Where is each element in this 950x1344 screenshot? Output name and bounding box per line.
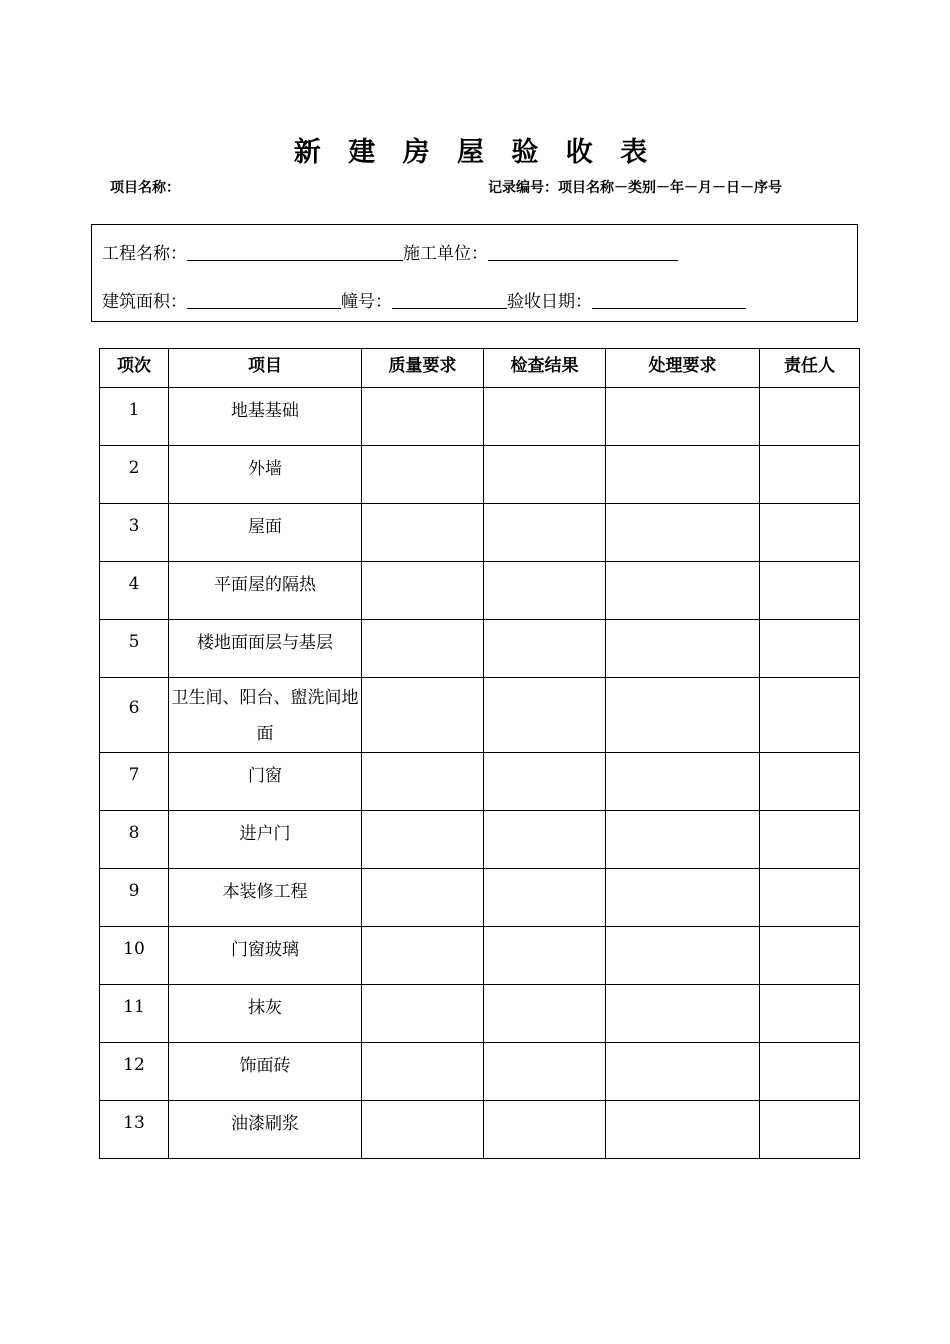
table-row	[100, 1043, 860, 1101]
info-line-2	[102, 287, 746, 312]
inspection-table	[99, 348, 860, 1159]
responsible-person-cell[interactable]	[760, 753, 860, 811]
header-item-no: 项次	[100, 349, 169, 388]
header-item: 项目	[169, 349, 362, 388]
row-number: 1	[100, 388, 169, 446]
table-row	[100, 811, 860, 869]
inspection-result-cell[interactable]	[484, 446, 606, 504]
responsible-person-cell[interactable]	[760, 620, 860, 678]
inspection-result-cell[interactable]	[484, 869, 606, 927]
inspection-result-cell[interactable]	[484, 620, 606, 678]
row-item: 饰面砖	[169, 1043, 362, 1101]
table-row	[100, 869, 860, 927]
row-item: 屋面	[169, 504, 362, 562]
inspection-result-cell[interactable]	[484, 753, 606, 811]
handling-requirement-cell[interactable]	[606, 1043, 760, 1101]
row-number: 2	[100, 446, 169, 504]
table-row	[100, 620, 860, 678]
row-item: 进户门	[169, 811, 362, 869]
row-number: 13	[100, 1101, 169, 1159]
row-item: 抹灰	[169, 985, 362, 1043]
handling-requirement-cell[interactable]	[606, 811, 760, 869]
table-row	[100, 927, 860, 985]
row-number: 7	[100, 753, 169, 811]
row-item: 本装修工程	[169, 869, 362, 927]
table-row	[100, 504, 860, 562]
handling-requirement-cell[interactable]	[606, 678, 760, 753]
responsible-person-cell[interactable]	[760, 504, 860, 562]
responsible-person-cell[interactable]	[760, 869, 860, 927]
handling-requirement-cell[interactable]	[606, 753, 760, 811]
quality-requirement-cell[interactable]	[362, 388, 484, 446]
table-row	[100, 388, 860, 446]
inspection-result-cell[interactable]	[484, 504, 606, 562]
quality-requirement-cell[interactable]	[362, 678, 484, 753]
page-title: 新 建 房 屋 验 收 表	[293, 137, 657, 168]
table-row	[100, 446, 860, 504]
header-responsible-person: 责任人	[760, 349, 860, 388]
acceptance-date-field-label: 验收日期：	[507, 292, 592, 312]
handling-requirement-cell[interactable]	[606, 562, 760, 620]
table-row	[100, 562, 860, 620]
row-item: 油漆刷浆	[169, 1101, 362, 1159]
responsible-person-cell[interactable]	[760, 1101, 860, 1159]
info-line-1	[102, 239, 678, 264]
contractor-field-label: 施工单位：	[403, 244, 488, 264]
header-handling-requirement: 处理要求	[606, 349, 760, 388]
quality-requirement-cell[interactable]	[362, 985, 484, 1043]
inspection-result-cell[interactable]	[484, 927, 606, 985]
row-number: 10	[100, 927, 169, 985]
handling-requirement-cell[interactable]	[606, 927, 760, 985]
quality-requirement-cell[interactable]	[362, 1043, 484, 1101]
row-item: 卫生间、阳台、盥洗间地面	[169, 678, 362, 753]
row-item: 地基基础	[169, 388, 362, 446]
quality-requirement-cell[interactable]	[362, 811, 484, 869]
responsible-person-cell[interactable]	[760, 927, 860, 985]
row-number: 9	[100, 869, 169, 927]
inspection-result-cell[interactable]	[484, 678, 606, 753]
quality-requirement-cell[interactable]	[362, 753, 484, 811]
contractor-blank[interactable]	[488, 242, 678, 261]
building-number-blank[interactable]	[392, 290, 507, 309]
row-number: 12	[100, 1043, 169, 1101]
handling-requirement-cell[interactable]	[606, 504, 760, 562]
row-number: 11	[100, 985, 169, 1043]
quality-requirement-cell[interactable]	[362, 869, 484, 927]
header-quality-requirement: 质量要求	[362, 349, 484, 388]
table-row	[100, 985, 860, 1043]
handling-requirement-cell[interactable]	[606, 620, 760, 678]
project-name-label: 项目名称：	[110, 180, 180, 196]
quality-requirement-cell[interactable]	[362, 1101, 484, 1159]
building-area-field-label: 建筑面积：	[102, 292, 187, 312]
row-item: 外墙	[169, 446, 362, 504]
project-info-box	[91, 224, 858, 322]
responsible-person-cell[interactable]	[760, 678, 860, 753]
responsible-person-cell[interactable]	[760, 1043, 860, 1101]
acceptance-date-blank[interactable]	[592, 290, 746, 309]
inspection-result-cell[interactable]	[484, 811, 606, 869]
row-item: 门窗	[169, 753, 362, 811]
header-inspection-result: 检查结果	[484, 349, 606, 388]
table-row	[100, 753, 860, 811]
inspection-result-cell[interactable]	[484, 1101, 606, 1159]
handling-requirement-cell[interactable]	[606, 985, 760, 1043]
table-header-row	[100, 349, 860, 388]
responsible-person-cell[interactable]	[760, 811, 860, 869]
building-number-field-label: 幢号：	[341, 292, 392, 312]
quality-requirement-cell[interactable]	[362, 446, 484, 504]
row-number: 5	[100, 620, 169, 678]
handling-requirement-cell[interactable]	[606, 1101, 760, 1159]
inspection-result-cell[interactable]	[484, 1043, 606, 1101]
responsible-person-cell[interactable]	[760, 388, 860, 446]
handling-requirement-cell[interactable]	[606, 869, 760, 927]
inspection-result-cell[interactable]	[484, 562, 606, 620]
row-number: 3	[100, 504, 169, 562]
responsible-person-cell[interactable]	[760, 446, 860, 504]
record-number-label: 记录编号：项目名称－类别－年－月－日－序号	[488, 180, 782, 196]
row-item: 门窗玻璃	[169, 927, 362, 985]
responsible-person-cell[interactable]	[760, 985, 860, 1043]
handling-requirement-cell[interactable]	[606, 388, 760, 446]
row-item: 楼地面面层与基层	[169, 620, 362, 678]
table-row	[100, 1101, 860, 1159]
row-item: 平面屋的隔热	[169, 562, 362, 620]
project-name-blank[interactable]	[187, 242, 403, 261]
row-number: 4	[100, 562, 169, 620]
quality-requirement-cell[interactable]	[362, 927, 484, 985]
inspection-result-cell[interactable]	[484, 985, 606, 1043]
quality-requirement-cell[interactable]	[362, 504, 484, 562]
handling-requirement-cell[interactable]	[606, 446, 760, 504]
responsible-person-cell[interactable]	[760, 562, 860, 620]
project-name-field-label: 工程名称：	[102, 244, 187, 264]
building-area-blank[interactable]	[187, 290, 341, 309]
quality-requirement-cell[interactable]	[362, 620, 484, 678]
row-number: 8	[100, 811, 169, 869]
quality-requirement-cell[interactable]	[362, 562, 484, 620]
table-row	[100, 678, 860, 753]
row-number: 6	[100, 678, 169, 753]
inspection-result-cell[interactable]	[484, 388, 606, 446]
